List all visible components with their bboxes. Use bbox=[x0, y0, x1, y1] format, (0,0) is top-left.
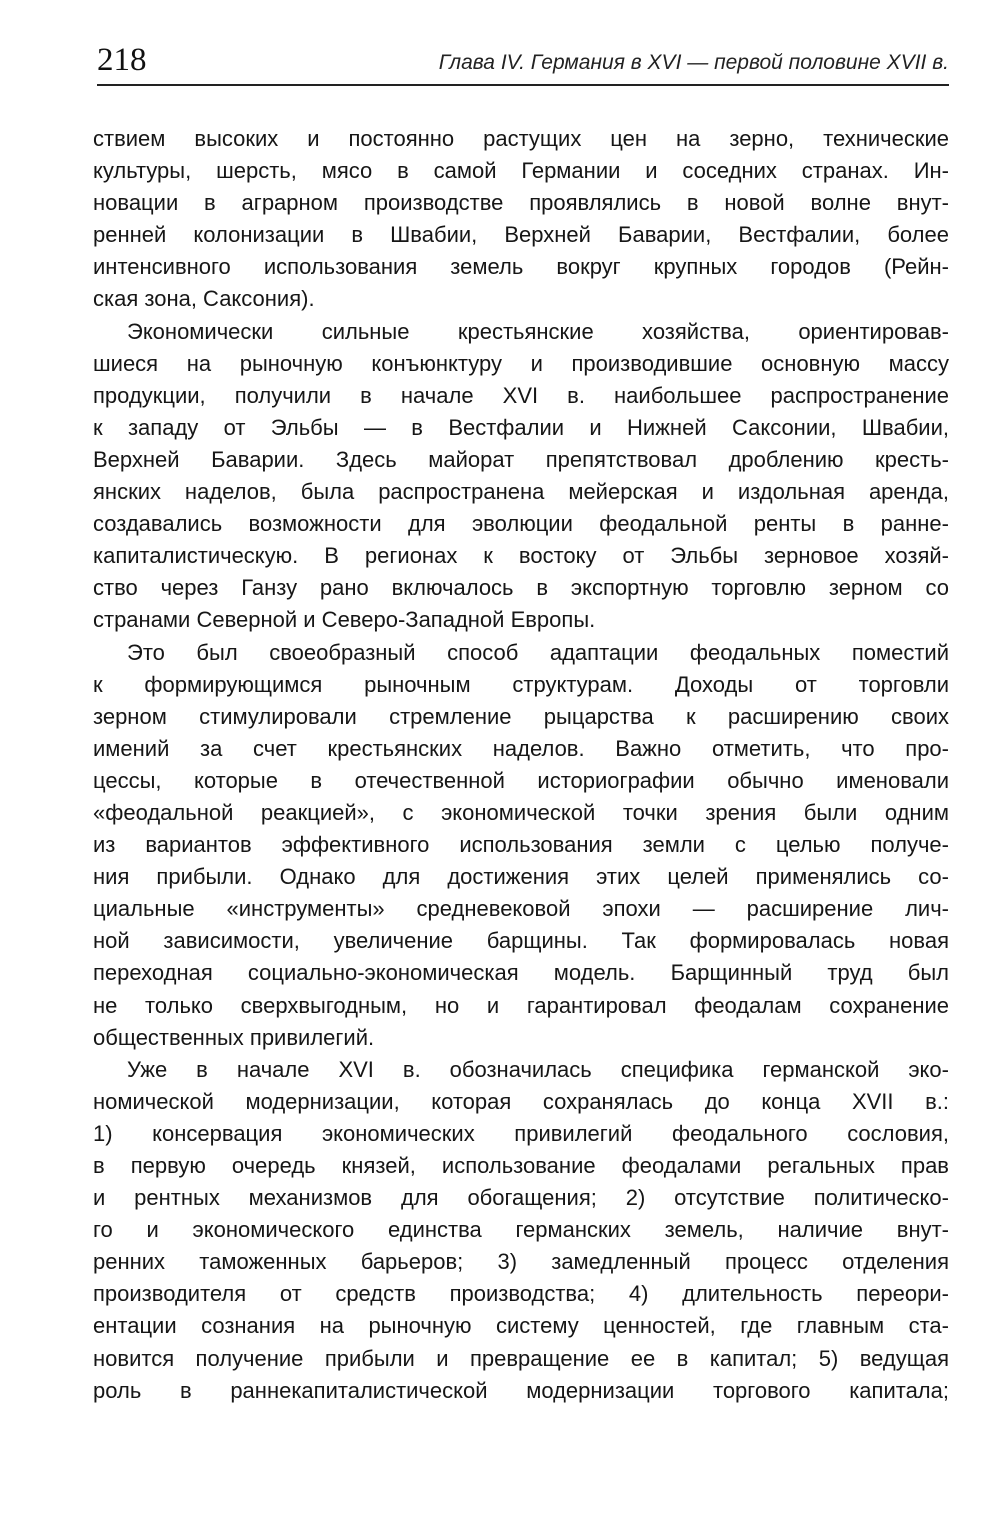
running-head bbox=[97, 38, 949, 86]
text-line: ния прибыли. Однако для достижения этих целей применялись со- bbox=[93, 864, 949, 890]
text-line: «феодальной реакцией», с экономической точки зрения были одним bbox=[93, 799, 949, 825]
text-line: го и экономического единства германских земель, наличие внут- bbox=[93, 1217, 949, 1243]
text-line: ной зависимости, увеличение барщины. Так формировалась новая bbox=[93, 928, 949, 954]
header-rule bbox=[97, 84, 949, 86]
text-line: ствием высоких и постоянно растущих цен на зерно, технические bbox=[93, 126, 949, 151]
text-line: зерном стимулировали стремление рыцарства к расширению своих bbox=[93, 703, 949, 729]
body-text bbox=[93, 123, 949, 1407]
text-line: номической модернизации, которая сохранялась до конца XVII в.: bbox=[93, 1088, 949, 1114]
text-line: в первую очередь князей, использование феодалами регальных прав bbox=[93, 1153, 949, 1178]
paragraph bbox=[93, 637, 949, 1054]
text-line: не только сверхвыгодным, но и гарантировал феодалам сохранение bbox=[93, 992, 949, 1018]
text-line: к западу от Эльбы — в Вестфалии и Нижней Саксонии, Швабии, bbox=[93, 414, 949, 440]
text-line: и рентных механизмов для обогащения; 2) отсутствие политическо- bbox=[93, 1185, 949, 1211]
text-line: ство через Ганзу рано включалось в экспортную торговлю зерном со bbox=[93, 575, 949, 601]
text-line: ренних таможенных барьеров; 3) замедленный процесс отделения bbox=[93, 1249, 949, 1275]
text-line: новации в аграрном производстве проявлялись в новой волне внут- bbox=[93, 190, 949, 216]
text-line: создавались возможности для эволюции феодальной ренты в ранне- bbox=[93, 511, 949, 537]
paragraph bbox=[93, 123, 949, 316]
text-line: новится получение прибыли и превращение ее в капитал; 5) ведущая bbox=[93, 1345, 949, 1371]
paragraph bbox=[93, 1054, 949, 1407]
text-line: продукции, получили в начале XVI в. наибольшее распространение bbox=[93, 382, 949, 408]
running-title: Глава IV. Германия в XVI — первой половине XVII в. bbox=[438, 51, 949, 74]
text-line: роль в раннекапиталистической модернизации торгового капитала; bbox=[93, 1377, 949, 1403]
text-line: культуры, шерсть, мясо в самой Германии и соседних странах. Ин- bbox=[93, 158, 949, 184]
text-line: Экономически сильные крестьянские хозяйства, ориентировав- bbox=[127, 318, 949, 344]
text-line: Уже в начале XVI в. обозначилась специфика германской эко- bbox=[127, 1056, 949, 1082]
page-number: 218 bbox=[97, 42, 147, 78]
text-line: ская зона, Саксония). bbox=[93, 286, 315, 312]
paragraph bbox=[93, 316, 949, 637]
text-line: интенсивного использования земель вокруг крупных городов (Рейн- bbox=[93, 254, 949, 280]
text-line: циальные «инструменты» средневековой эпохи — расширение лич- bbox=[93, 896, 949, 922]
text-line: 1) консервация экономических привилегий феодального сословия, bbox=[93, 1120, 949, 1146]
text-line: Это был своеобразный способ адаптации феодальных поместий bbox=[127, 639, 949, 665]
text-line: шиеся на рыночную конъюнктуру и производившие основную массу bbox=[93, 350, 949, 376]
text-line: производителя от средств производства; 4) длительность переори- bbox=[93, 1281, 949, 1307]
text-line: янских наделов, была распространена мейерская и издольная аренда, bbox=[93, 479, 949, 505]
text-line: к формирующимся рыночным структурам. Доходы от торговли bbox=[93, 671, 949, 697]
text-line: Верхней Баварии. Здесь майорат препятствовал дроблению кресть- bbox=[93, 446, 949, 472]
text-line: переходная социально-экономическая модель. Барщинный труд был bbox=[93, 960, 949, 986]
text-line: капиталистическую. В регионах к востоку от Эльбы зерновое хозяй- bbox=[93, 543, 949, 569]
text-line: из вариантов эффективного использования земли с целью получе- bbox=[93, 832, 949, 858]
text-line: странами Северной и Северо-Западной Европы. bbox=[93, 607, 596, 633]
text-line: ентации сознания на рыночную систему ценностей, где главным ста- bbox=[93, 1313, 949, 1339]
text-line: общественных привилегий. bbox=[93, 1024, 375, 1050]
text-line: ренней колонизации в Швабии, Верхней Баварии, Вестфалии, более bbox=[93, 222, 949, 248]
text-line: имений за счет крестьянских наделов. Важно отметить, что про- bbox=[93, 735, 949, 761]
text-line: цессы, которые в отечественной историографии обычно именовали bbox=[93, 767, 949, 793]
